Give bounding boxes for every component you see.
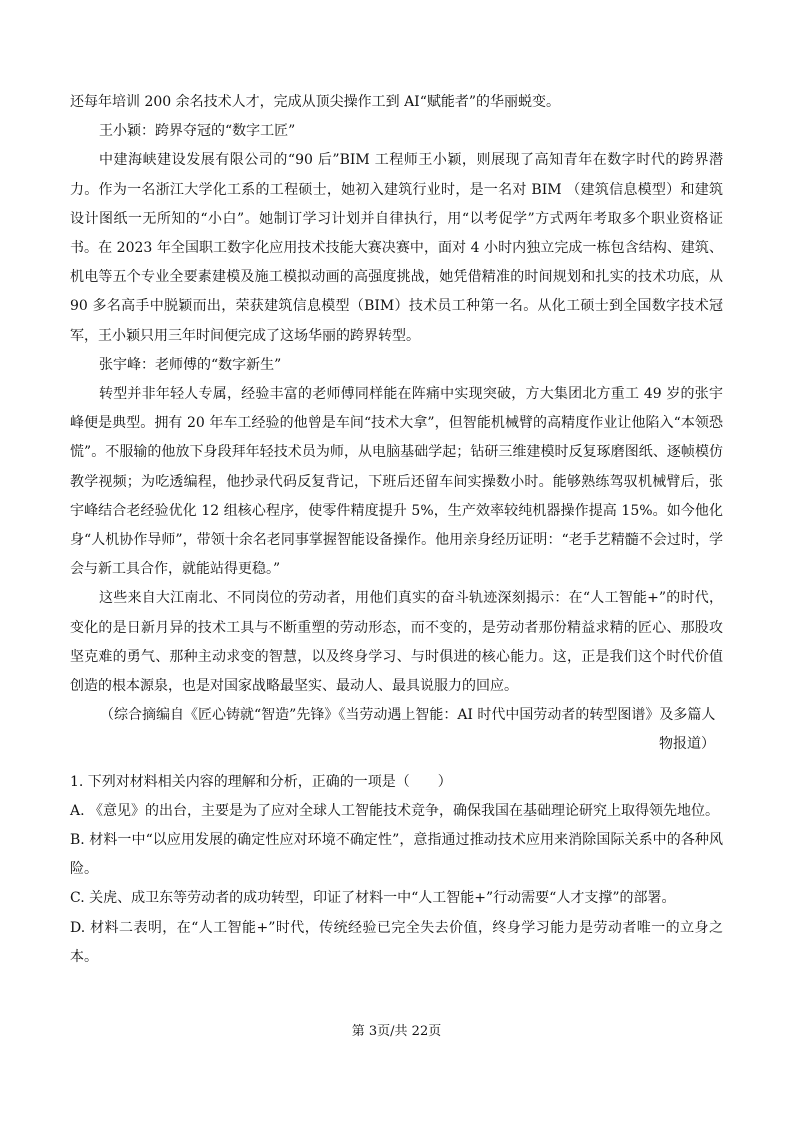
page-footer: 第 3页/共 22页: [351, 1024, 442, 1039]
source-citation-end: 物报道）: [659, 736, 715, 753]
question-option-d: D. 材料二表明，在“人工智能+”时代，传统经验已完全失去价值，终身学习能力是劳动者唯一的立身之本。: [70, 919, 723, 965]
section-heading-zhang: 张宇峰：老师傅的“数字新生”: [99, 356, 282, 373]
section-paragraph-zhang: 转型并非年轻人专属，经验丰富的老师傅同样能在阵痛中实现突破，方大集团北方重工 49 岁的张宇峰便是典型。拥有 20 年车工经验的他曾是车间“技术大拿”，但智能机械臂的高精度作业让他陷入“本领恐慌”。不服输的他放下身段拜年轻技术员为师，从电脑基础学起；钻研三维建模时反复琢磨图纸、逐帧模仿教学视频；为吃透编程，他抄录代码反复背记，下班后还留车间实操数小时。能够熟练驾驭机械臂后，张宇峰结合老经验优化 12 组核心程序，使零件精度提升 5%，生产效率较纯机器操作提高 15%。如今他化身“人机协作导师”，带领十余名老同事掌握智能设备操作。他用亲身经历证明：“老手艺精髓不会过时，学会与新工具合作，就能站得更稳。”: [70, 386, 723, 578]
section-paragraph-wang: 中建海峡建设发展有限公司的“90 后”BIM 工程师王小颖，则展现了高知青年在数字时代的跨界潜力。作为一名浙江大学化工系的工程硕士，她初入建筑行业时，是一名对 BIM （建筑信息模型）和建筑设计图纸一无所知的“小白”。她制订学习计划并自律执行，用“以考促学”方式两年考取多个职业资格证书。在 2023 年全国职工数字化应用技术技能大赛决赛中，面对 4 小时内独立完成一栋包含结构、建筑、机电等五个专业全要素建模及施工模拟动画的高强度挑战，她凭借精准的时间规划和扎实的技术功底，从 90 多名高手中脱颖而出，荣获建筑信息模型（BIM）技术员工种第一名。从化工硕士到全国数字技术冠军，王小颖只用三年时间便完成了这场华丽的跨界转型。: [70, 152, 723, 344]
question-option-a: A. 《意见》的出台，主要是为了应对全球人工智能技术竞争，确保我国在基础理论研究上取得领先地位。: [70, 802, 720, 819]
opening-paragraph: 还每年培训 200 余名技术人才，完成从顶尖操作工到 AI“赋能者”的华丽蜕变。: [70, 94, 561, 110]
question-option-b: B. 材料一中“以应用发展的确定性应对环境不确定性”，意指通过推动技术应用来消除国际关系中的各种风险。: [70, 832, 723, 878]
section-heading-wang: 王小颖：跨界夺冠的“数字工匠”: [99, 123, 296, 140]
source-citation: （综合摘编自《匠心铸就“智造”先锋》《当劳动遇上智能：AI 时代中国劳动者的转型图谱》及多篇人: [100, 707, 716, 724]
question-stem: 1. 下列对材料相关内容的理解和分析，正确的一项是（ ）: [70, 773, 452, 790]
conclusion-paragraph: 这些来自大江南北、不同岗位的劳动者，用他们真实的奋斗轨迹深刻揭示：在“人工智能+”的时代，变化的是日新月异的技术工具与不断重塑的劳动形态，而不变的，是劳动者那份精益求精的匠心、那股攻坚克难的勇气、那种主动求变的智慧，以及终身学习、与时俱进的核心能力。这，正是我们这个时代价值创造的根本源泉，也是对国家战略最坚实、最动人、最具说服力的回应。: [70, 590, 723, 695]
question-option-c: C. 关虎、成卫东等劳动者的成功转型，印证了材料一中“人工智能+”行动需要“人才支撑”的部署。: [70, 890, 676, 907]
